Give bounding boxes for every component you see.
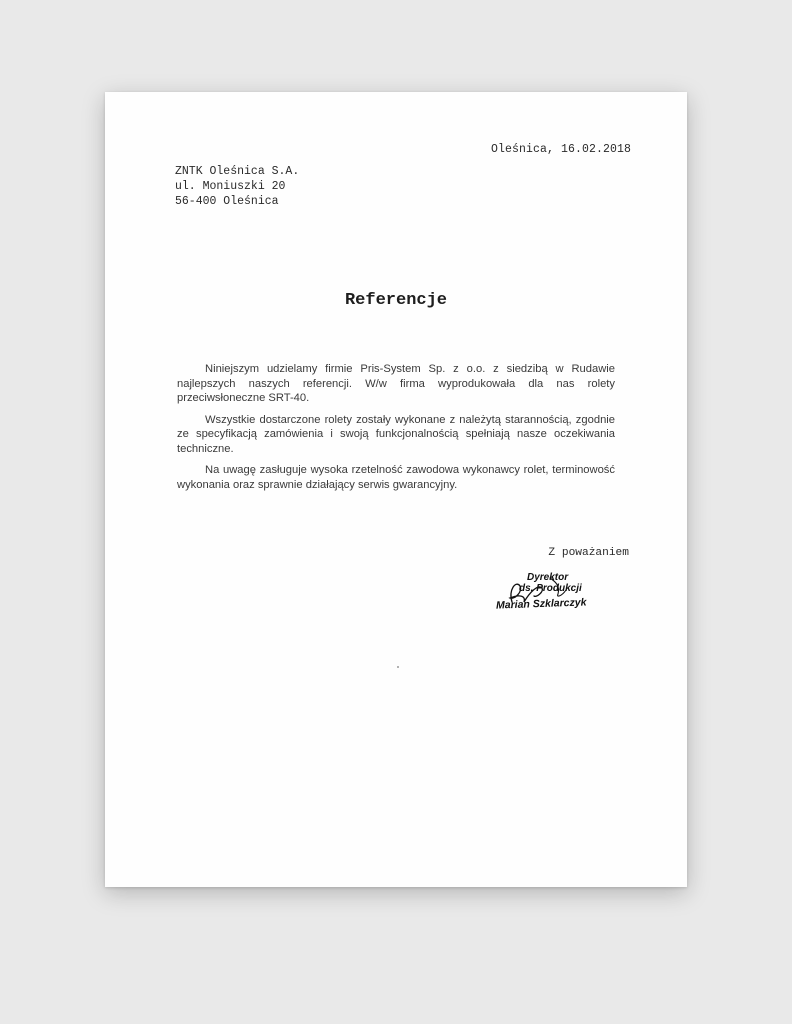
recipient-address xyxy=(175,164,299,209)
letter-date: Oleśnica, 16.02.2018 xyxy=(490,143,631,156)
stamp-name: Marian Szklarczyk xyxy=(495,596,587,612)
body-paragraph: Niniejszym udzielamy firmie Pris-System Sp. z o.o. z siedzibą w Rudawie najlepszych naszych referencji. W/w firma wyprodukowała dla nas rolety przeciwsłoneczne SRT-40. xyxy=(177,363,615,404)
address-line: ul. Moniuszki 20 xyxy=(175,180,286,193)
stamp-title: Dyrektor xyxy=(527,572,569,583)
letter-title: Referencje xyxy=(344,291,448,310)
stamp-department: ds. Produkcji xyxy=(519,583,582,594)
signature-stamp xyxy=(490,572,610,620)
body-paragraph: Na uwagę zasługuje wysoka rzetelność zawodowa wykonawcy rolet, terminowość wykonania oraz sprawnie działający serwis gwarancyjny. xyxy=(177,464,615,491)
letter-body xyxy=(177,362,615,499)
signature-scribble-icon xyxy=(490,572,610,620)
body-paragraph: Wszystkie dostarczone rolety zostały wykonane z należytą starannością, zgodnie ze specyfikacją zamówienia i swoją funkcjonalnością spełniają nasze oczekiwania techniczne. xyxy=(177,413,615,455)
address-line: 56-400 Oleśnica xyxy=(175,195,279,208)
paper-speck xyxy=(397,666,399,668)
closing-salutation: Z poważaniem xyxy=(548,547,629,559)
address-line: ZNTK Oleśnica S.A. xyxy=(175,165,300,178)
letter-page xyxy=(105,92,687,887)
